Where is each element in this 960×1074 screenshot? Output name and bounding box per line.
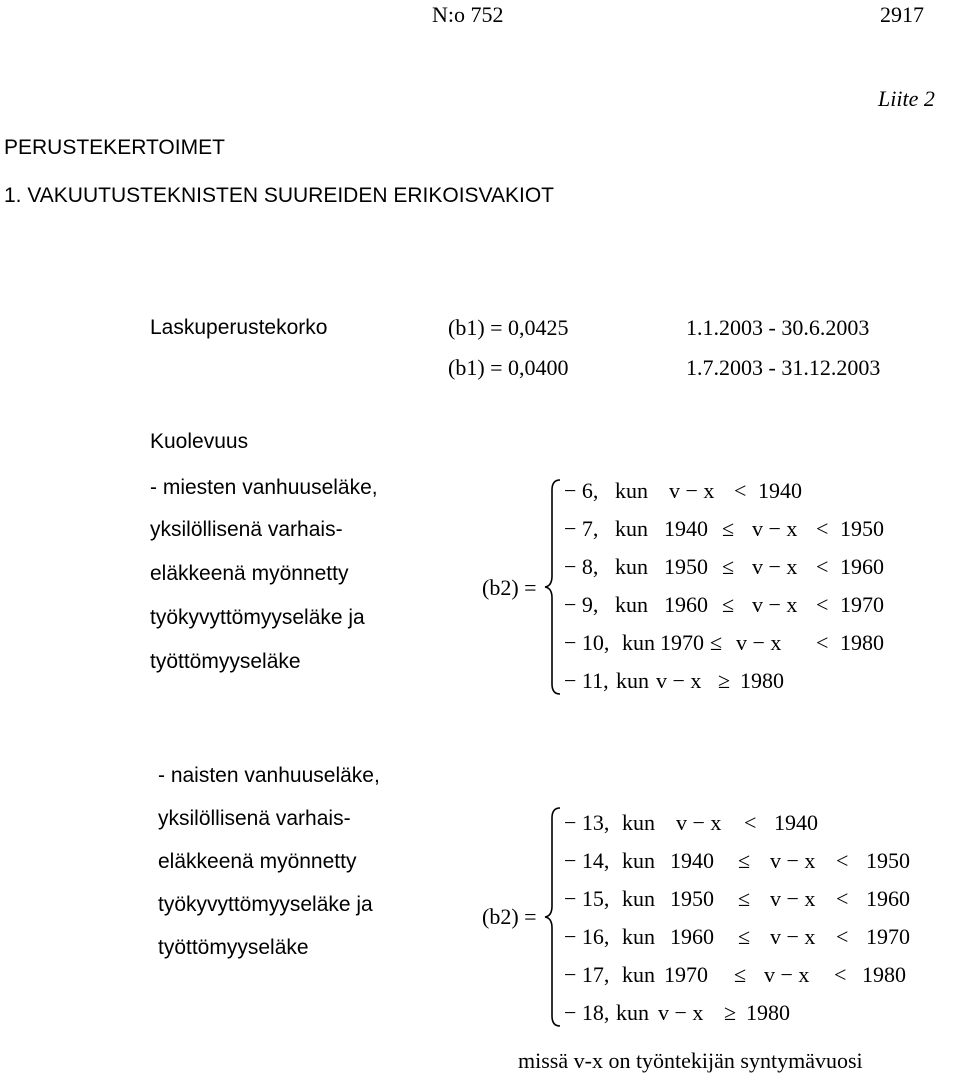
case-lower: 1960	[664, 592, 708, 617]
case-bound: 1980	[840, 630, 884, 655]
men-brace	[542, 478, 564, 696]
case-value: − 10,	[564, 630, 610, 655]
case-lower: 1940	[670, 848, 714, 873]
case-variable: v − x	[770, 848, 816, 873]
case-le: ≤	[722, 516, 735, 541]
case-value: − 15,	[564, 886, 610, 911]
mortality-label: Kuolevuus	[150, 430, 249, 453]
case-value: − 9,	[564, 592, 599, 617]
case-bound: 1970	[840, 592, 884, 617]
case-lower: 1970	[660, 630, 704, 655]
interest-formula-2: (b1) = 0,0400	[448, 355, 569, 380]
case-relation: <	[744, 810, 757, 835]
case-relation: <	[816, 554, 829, 579]
case-bound: 1950	[840, 516, 884, 541]
case-bound: 1970	[866, 924, 910, 949]
case-kun: kun	[616, 668, 649, 693]
women-description-line: yksilöllisenä varhais-	[158, 807, 351, 830]
case-bound: 1980	[862, 962, 906, 987]
case-le: ≤	[734, 962, 747, 987]
case-bound: 1980	[746, 1000, 790, 1025]
case-bound: 1940	[774, 810, 818, 835]
case-le: ≤	[738, 924, 751, 949]
women-brace	[542, 806, 564, 1028]
men-description-line: työttömyyseläke	[150, 650, 301, 673]
case-le: ≤	[710, 630, 723, 655]
interest-period-1: 1.1.2003 - 30.6.2003	[686, 315, 870, 340]
case-variable: v − x	[736, 630, 782, 655]
case-bound: 1960	[866, 886, 910, 911]
case-lower: 1950	[670, 886, 714, 911]
case-kun: kun	[616, 1000, 649, 1025]
case-bound: 1940	[758, 478, 802, 503]
case-relation: <	[834, 962, 847, 987]
case-value: − 16,	[564, 924, 610, 949]
case-variable: v − x	[770, 924, 816, 949]
women-description-line: eläkkeenä myönnetty	[158, 850, 357, 873]
case-relation: <	[836, 848, 849, 873]
case-kun: kun	[622, 810, 655, 835]
case-variable: v − x	[676, 810, 722, 835]
case-variable: v − x	[658, 1000, 704, 1025]
case-relation: <	[836, 924, 849, 949]
main-heading: PERUSTEKERTOIMET	[4, 136, 225, 159]
case-variable: v − x	[764, 962, 810, 987]
case-value: − 14,	[564, 848, 610, 873]
case-bound: 1960	[840, 554, 884, 579]
men-formula-lhs: (b2) =	[482, 575, 537, 600]
men-description-line: eläkkeenä myönnetty	[150, 562, 349, 585]
men-description-line: yksilöllisenä varhais-	[150, 518, 343, 541]
women-description-line: työkyvyttömyyseläke ja	[158, 893, 373, 916]
case-value: − 17,	[564, 962, 610, 987]
interest-period-2: 1.7.2003 - 31.12.2003	[686, 355, 881, 380]
case-bound: 1950	[866, 848, 910, 873]
case-variable: v − x	[752, 516, 798, 541]
men-description-line: työkyvyttömyyseläke ja	[150, 606, 365, 629]
case-kun: kun	[622, 962, 655, 987]
case-kun: kun	[615, 592, 648, 617]
footnote: missä v-x on työntekijän syntymävuosi	[518, 1048, 863, 1073]
case-relation: ≥	[724, 1000, 737, 1025]
case-variable: v − x	[656, 668, 702, 693]
case-relation: <	[816, 516, 829, 541]
case-value: − 18,	[564, 1000, 610, 1025]
case-le: ≤	[722, 554, 735, 579]
case-value: − 7,	[564, 516, 599, 541]
case-le: ≤	[738, 886, 751, 911]
issue-number: N:o 752	[432, 2, 504, 27]
case-lower: 1970	[664, 962, 708, 987]
case-le: ≤	[738, 848, 751, 873]
page-number: 2917	[880, 2, 924, 27]
case-lower: 1940	[664, 516, 708, 541]
case-kun: kun	[615, 478, 648, 503]
interest-formula-1: (b1) = 0,0425	[448, 315, 569, 340]
case-relation: <	[816, 592, 829, 617]
case-value: − 8,	[564, 554, 599, 579]
case-variable: v − x	[770, 886, 816, 911]
women-description-line: - naisten vanhuuseläke,	[158, 764, 380, 787]
case-kun: kun	[615, 516, 648, 541]
case-value: − 6,	[564, 478, 599, 503]
case-lower: 1960	[670, 924, 714, 949]
interest-label: Laskuperustekorko	[150, 316, 328, 339]
case-variable: v − x	[752, 554, 798, 579]
case-relation: ≥	[718, 668, 731, 693]
case-relation: <	[836, 886, 849, 911]
men-description-line: - miesten vanhuuseläke,	[150, 476, 378, 499]
case-kun: kun	[622, 886, 655, 911]
case-relation: <	[734, 478, 747, 503]
case-kun: kun	[615, 554, 648, 579]
case-kun: kun	[622, 924, 655, 949]
case-variable: v − x	[669, 478, 715, 503]
case-kun: kun	[622, 630, 655, 655]
women-formula-lhs: (b2) =	[482, 904, 537, 929]
case-variable: v − x	[752, 592, 798, 617]
case-value: − 13,	[564, 810, 610, 835]
case-value: − 11,	[564, 668, 609, 693]
case-relation: <	[816, 630, 829, 655]
case-bound: 1980	[740, 668, 784, 693]
case-lower: 1950	[664, 554, 708, 579]
case-kun: kun	[622, 848, 655, 873]
women-description-line: työttömyyseläke	[158, 936, 309, 959]
case-le: ≤	[722, 592, 735, 617]
section-heading: 1. VAKUUTUSTEKNISTEN SUUREIDEN ERIKOISVAKIOT	[4, 184, 554, 207]
appendix-label: Liite 2	[878, 86, 935, 111]
